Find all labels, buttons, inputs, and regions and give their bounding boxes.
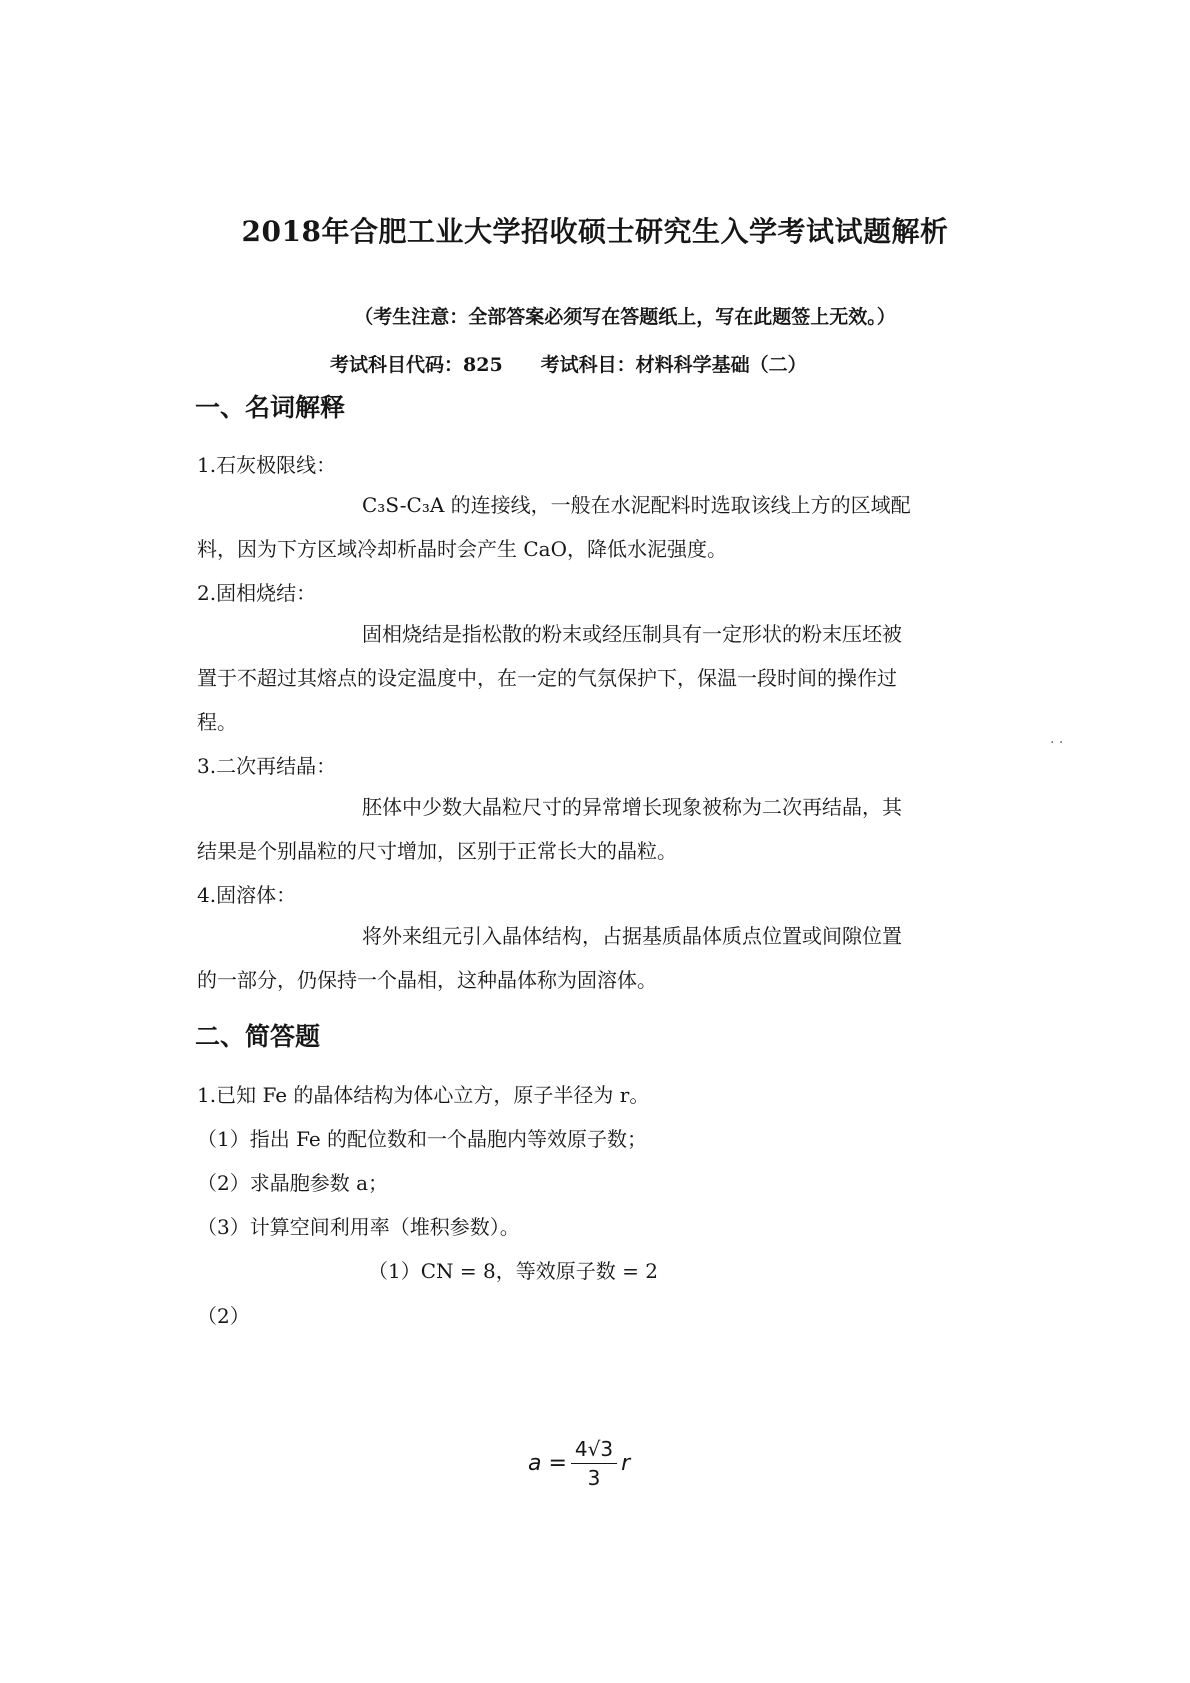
question-part: （1）指出 Fe 的配位数和一个晶胞内等效原子数；	[197, 1127, 648, 1151]
term-definition-line: 固相烧结是指松散的粉末或经压制具有一定形状的粉末压坯被	[362, 622, 902, 646]
term-title: 2.固相烧结：	[197, 581, 317, 605]
scan-speck: · ·	[1050, 735, 1064, 751]
term-definition-line: 程。	[197, 710, 237, 734]
term-definition-line: 料，因为下方区域冷却析晶时会产生 CaO，降低水泥强度。	[197, 537, 727, 561]
question-part: （3）计算空间利用率（堆积参数）。	[197, 1215, 520, 1239]
term-title: 3.二次再结晶：	[197, 754, 337, 778]
term-definition-line: 置于不超过其熔点的设定温度中，在一定的气氛保护下，保温一段时间的操作过	[197, 666, 897, 690]
term-definition-line: 胚体中少数大晶粒尺寸的异常增长现象被称为二次再结晶，其	[362, 795, 902, 819]
formula-denominator: 3	[587, 1466, 601, 1490]
formula-numerator: 4√3	[571, 1437, 617, 1464]
answer-line: （1）CN = 8，等效原子数 = 2	[368, 1259, 658, 1283]
section-heading-short-answer: 二、简答题	[195, 1022, 321, 1051]
question-text: 1.已知 Fe 的晶体结构为体心立方，原子半径为 r。	[197, 1083, 650, 1107]
lattice-parameter-formula	[528, 1437, 630, 1490]
subject-name: 考试科目：材料科学基础（二）	[540, 354, 807, 376]
formula-lhs: a =	[528, 1451, 567, 1476]
term-definition-line: 的一部分，仍保持一个晶相，这种晶体称为固溶体。	[197, 968, 657, 992]
term-title: 4.固溶体：	[197, 883, 297, 907]
term-definition-line: 将外来组元引入晶体结构，占据基质晶体质点位置或间隙位置	[362, 924, 902, 948]
question-part: （2）求晶胞参数 a；	[197, 1171, 389, 1195]
subject-info	[330, 350, 807, 377]
term-definition-line: C₃S-C₃A 的连接线，一般在水泥配料时选取该线上方的区域配	[362, 493, 911, 517]
page-title: 2018年合肥工业大学招收硕士研究生入学考试试题解析	[241, 215, 949, 248]
answer-label: （2）	[197, 1304, 250, 1328]
subject-code: 考试科目代码：825	[330, 354, 503, 376]
formula-fraction	[571, 1437, 617, 1490]
section-heading-terms: 一、名词解释	[195, 393, 346, 422]
formula-rhs: r	[621, 1451, 631, 1476]
term-definition-line: 结果是个别晶粒的尺寸增加，区别于正常长大的晶粒。	[197, 839, 677, 863]
term-title: 1.石灰极限线：	[197, 453, 337, 477]
exam-notice: （考生注意：全部答案必须写在答题纸上，写在此题签上无效。）	[354, 306, 896, 328]
